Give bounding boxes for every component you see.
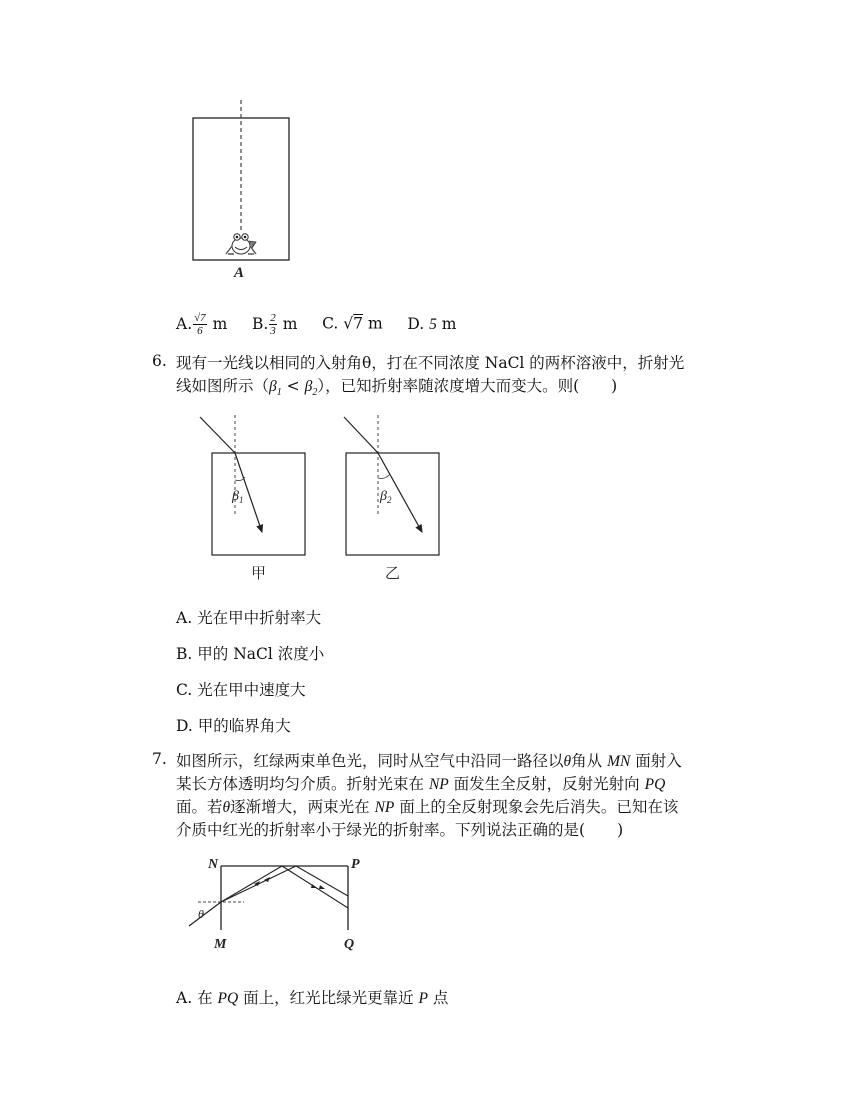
q7-option-a[interactable]: A. 在 PQ 面上，红光比绿光更靠近 P 点 <box>176 989 449 1007</box>
q7-stem-line4: 介质中红光的折射率小于绿光的折射率。下列说法正确的是( ) <box>176 821 624 839</box>
q6-stem-line1: 现有一光线以相同的入射角θ，打在不同浓度 NaCl 的两杯溶液中，折射光 <box>176 354 685 372</box>
q6-option-d[interactable]: D. 甲的临界角大 <box>176 717 291 735</box>
q6-left-beaker <box>212 453 305 555</box>
q6-stem-line2: 线如图所示$(\beta_1 < \beta_2)$，已知折射率随浓度增大而变大。则( ) <box>176 377 618 399</box>
svg-text:β1 <box>231 489 243 505</box>
q6-number: 6. <box>152 352 167 370</box>
q5-option-b[interactable]: B. $\frac{2}{3}$ m <box>251 312 298 337</box>
q7-label-n: N <box>208 857 219 872</box>
q5-option-d[interactable]: D. 5 m <box>407 314 457 333</box>
q7-figure <box>186 852 366 954</box>
q5-label-a: A <box>234 265 245 281</box>
q7-incident-ray <box>189 902 221 926</box>
q7-number: 7. <box>152 750 167 768</box>
q7-stem-line2: 某长方体透明均匀介质。折射光束在 NP 面发生全反射，反射光射向 PQ <box>176 775 666 793</box>
q7-label-p: P <box>351 857 360 872</box>
q6-right-angle-label: β <box>380 489 387 504</box>
q6-left-refracted-ray <box>235 453 262 532</box>
q6-right-beaker <box>346 453 439 555</box>
q7-stem-line3: 面。若θ逐渐增大，两束光在 NP 面上的全反射现象会先后消失。已知在该 <box>176 798 679 816</box>
q6-left-angle-label: β <box>232 489 239 504</box>
q6-figure <box>195 412 450 587</box>
q7-label-m: M <box>214 937 227 952</box>
q5-option-c[interactable]: C. √7 m <box>322 314 383 333</box>
q7-theta-label: θ <box>198 907 204 921</box>
q6-option-b[interactable]: B. 甲的 NaCl 浓度小 <box>176 645 325 663</box>
q7-stem <box>176 750 736 842</box>
q6-stem <box>176 352 736 404</box>
q6-option-c[interactable]: C. 光在甲中速度大 <box>176 681 306 699</box>
q6-right-angle-arc <box>378 474 390 479</box>
frog-icon <box>226 234 256 254</box>
q7-stem-line1: 如图所示，红绿两束单色光，同时从空气中沿同一路径以θ角从 MN 面射入 <box>176 752 682 770</box>
q7-label-q: Q <box>344 937 355 952</box>
q7-ray-1-in <box>221 866 282 902</box>
q6-left-angle-sub: 1 <box>238 495 244 505</box>
q5-options-line <box>176 312 456 337</box>
q6-option-a[interactable]: A. 光在甲中折射率大 <box>176 609 322 627</box>
q5-figure <box>186 96 296 282</box>
q6-left-caption: 甲 <box>251 566 267 582</box>
q6-left-incident-ray <box>200 417 235 453</box>
q5-option-a[interactable]: A. $\frac{√7}{6}$ m <box>176 312 228 337</box>
q6-right-incident-ray <box>344 417 378 453</box>
q6-right-angle-sub: 2 <box>386 495 392 505</box>
q6-right-caption: 乙 <box>385 566 401 582</box>
svg-text:β2 <box>379 489 392 505</box>
